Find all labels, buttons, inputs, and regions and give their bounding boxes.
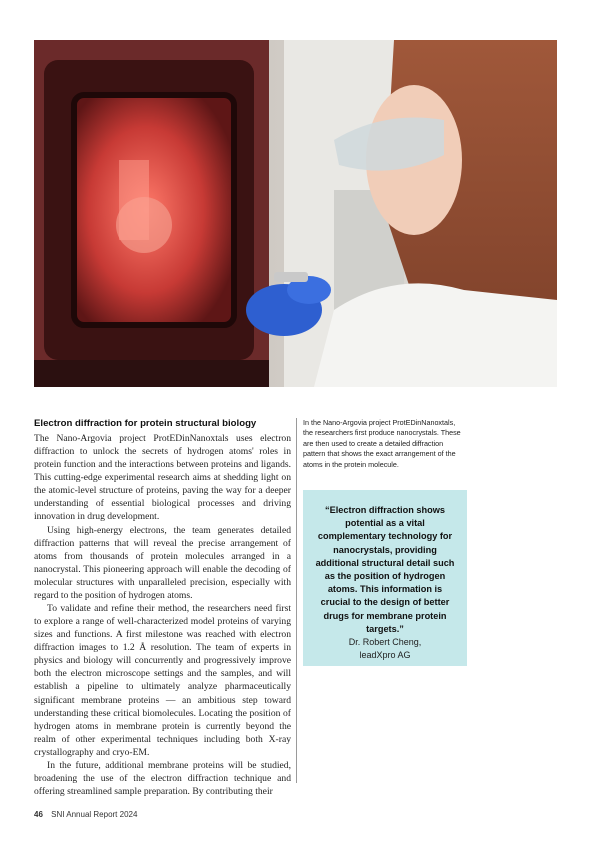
publication-title: SNI Annual Report 2024	[51, 810, 138, 819]
photo-caption: In the Nano-Argovia project ProtEDinNanoxtals, the researchers first produce nanocrystals. These are then used to create a detailed diffraction pattern that shows the exact arrangement of the atoms in the protein molecule.	[303, 418, 461, 469]
article-column	[34, 418, 291, 798]
article-paragraph: Using high-energy electrons, the team generates detailed diffraction patterns that will reveal the precise arrangement of atoms from thousands of protein molecules arranged in a nanocrystal. This pioneering approach will enable the decoding of molecular structures with unparalleled precision, especially with regard to the position of hydrogen atoms.	[34, 524, 291, 601]
pull-quote-text: “Electron diffraction shows potential as a vital complementary technology for nanocrystals, providing additional structural detail such as the position of hydrogen atoms. This information is crucial to the design of better drugs for membrane protein targets.”	[315, 505, 455, 634]
pull-quote-box	[303, 490, 467, 666]
column-divider	[296, 418, 297, 783]
article-paragraph: In the future, additional membrane proteins will be studied, broadening the use of the electron diffraction technique and offering streamlined sample preparation. By contributing their	[34, 759, 291, 798]
quote-organization: leadXpro AG	[359, 650, 411, 661]
page-footer	[34, 810, 137, 819]
lab-photo-icon	[34, 40, 557, 387]
lab-photo	[34, 40, 557, 387]
article-heading: Electron diffraction for protein structural biology	[34, 418, 257, 429]
article-paragraph: The Nano-Argovia project ProtEDinNanoxtals uses electron diffraction to unlock the secrets of hydrogen atoms' roles in protein function and the interactions between proteins and ligands. This cutting-edge experimental research aims at shedding light on the atomic-level structure of proteins, paving the way for a deeper understanding of essential biological processes and driving innovation in drug development.	[34, 433, 291, 523]
quote-author: Dr. Robert Cheng,	[348, 637, 422, 648]
article-paragraph: To validate and refine their method, the researchers need first to explore a range of well-characterized model proteins of varying sizes and functions. A first milestone was reached with electron diffraction images to 1.2 Å resolution. The team of experts in physics and biology will concurrently and progressively improve both the electron microscope settings and the samples, and will establish a pipeline to ultimately analyze pharmaceutically significant membrane proteins — an ambitious step toward understanding these critical biomolecules. Locating the position of hydrogen atoms in membrane protein is currently beyond the realm of other experimental techniques including both X-ray crystallography and cryo-EM.	[34, 603, 291, 758]
page-number: 46	[34, 810, 43, 819]
